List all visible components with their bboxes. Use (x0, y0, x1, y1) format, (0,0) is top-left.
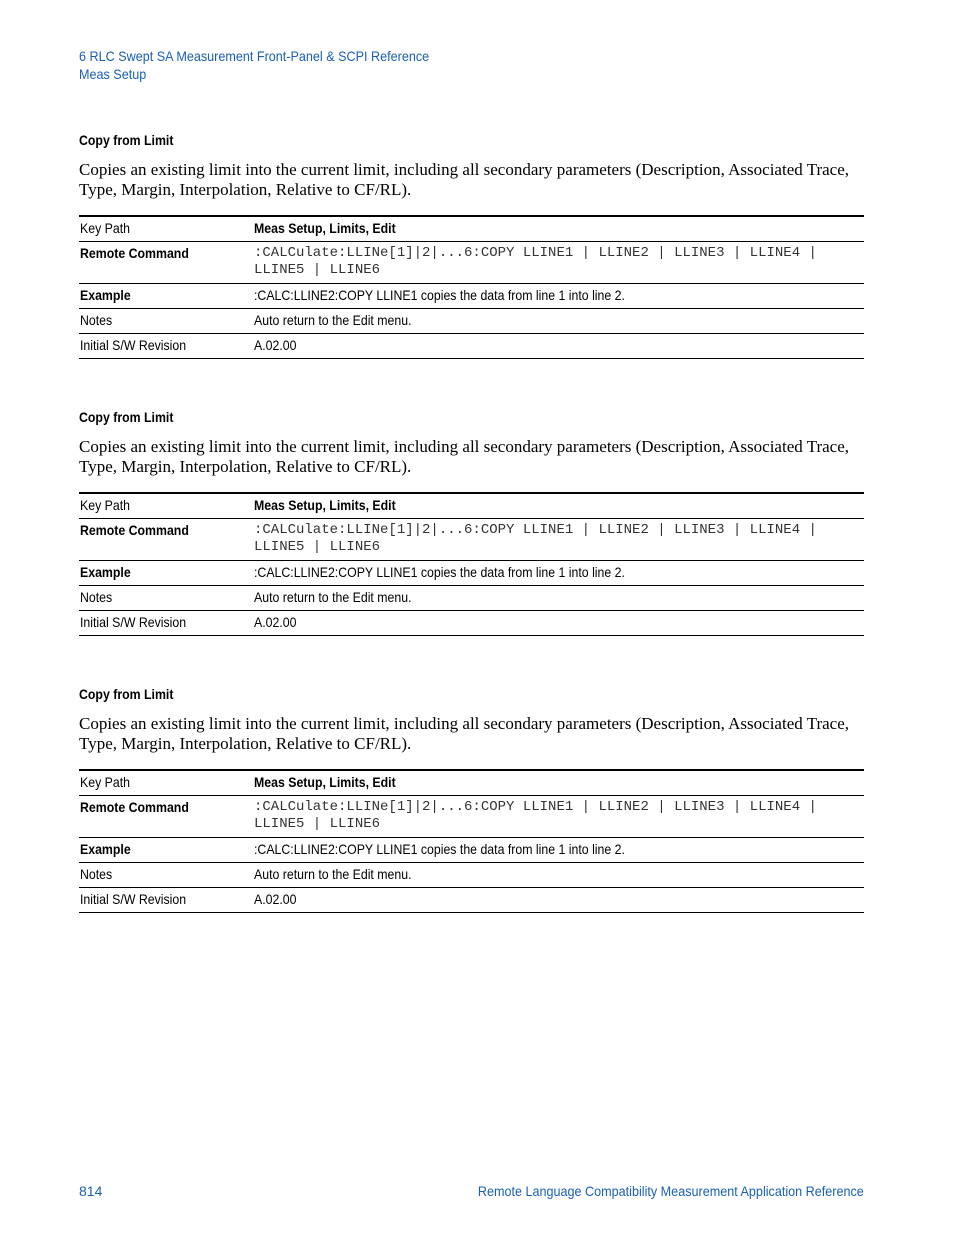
table-row (79, 519, 864, 561)
row-label: Example (80, 564, 131, 580)
table-row (79, 216, 864, 242)
table-row (79, 770, 864, 796)
section-title: Copy from Limit (79, 686, 174, 702)
notes-value: Auto return to the Edit menu. (254, 866, 412, 882)
remote-command-value: :CALCulate:LLINe[1]|2|...6:COPY LLINE1 | LLINE2 | LLINE3 | LLINE4 | LLINE5 | LLINE6 (254, 519, 864, 561)
example-value: :CALC:LLINE2:COPY LLINE1 copies the data from line 1 into line 2. (254, 287, 625, 303)
chapter-link[interactable]: 6 RLC Swept SA Measurement Front-Panel & SCPI Reference (79, 48, 430, 64)
key-path-value: Meas Setup, Limits, Edit (254, 220, 396, 236)
section-description: Copies an existing limit into the current limit, including all secondary parameters (Description, Associated Trace, Type, Margin, Interpolation, Relative to CF/RL). (79, 160, 850, 199)
row-label: Key Path (80, 220, 131, 236)
table-row (79, 561, 864, 586)
key-path-value: Meas Setup, Limits, Edit (254, 497, 396, 513)
copy-from-limit-section-1 (79, 132, 864, 359)
row-label: Key Path (80, 497, 131, 513)
table-row (79, 334, 864, 359)
remote-command-value: :CALCulate:LLINe[1]|2|...6:COPY LLINE1 | LLINE2 | LLINE3 | LLINE4 | LLINE5 | LLINE6 (254, 796, 864, 838)
table-row (79, 796, 864, 838)
example-value: :CALC:LLINE2:COPY LLINE1 copies the data from line 1 into line 2. (254, 841, 625, 857)
section-description: Copies an existing limit into the current limit, including all secondary parameters (Description, Associated Trace, Type, Margin, Interpolation, Relative to CF/RL). (79, 437, 850, 476)
notes-value: Auto return to the Edit menu. (254, 312, 412, 328)
row-label: Notes (80, 589, 113, 605)
section-description: Copies an existing limit into the current limit, including all secondary parameters (Description, Associated Trace, Type, Margin, Interpolation, Relative to CF/RL). (79, 714, 850, 753)
row-label: Example (80, 841, 131, 857)
row-label: Initial S/W Revision (80, 337, 187, 353)
row-label: Notes (80, 866, 113, 882)
document-title-link[interactable]: Remote Language Compatibility Measurement Application Reference (478, 1183, 864, 1199)
row-label: Remote Command (80, 522, 189, 538)
copy-from-limit-section-3 (79, 686, 864, 913)
row-label: Remote Command (80, 245, 189, 261)
page-number: 814 (79, 1183, 103, 1199)
table-row (79, 611, 864, 636)
table-row (79, 284, 864, 309)
example-value: :CALC:LLINE2:COPY LLINE1 copies the data from line 1 into line 2. (254, 564, 625, 580)
table-row (79, 242, 864, 284)
row-label: Initial S/W Revision (80, 891, 187, 907)
row-label: Remote Command (80, 799, 189, 815)
remote-command-value: :CALCulate:LLINe[1]|2|...6:COPY LLINE1 | LLINE2 | LLINE3 | LLINE4 | LLINE5 | LLINE6 (254, 242, 864, 284)
section-title: Copy from Limit (79, 409, 174, 425)
row-label: Key Path (80, 774, 131, 790)
row-label: Initial S/W Revision (80, 614, 187, 630)
table-row (79, 863, 864, 888)
reference-table (79, 769, 864, 913)
section-link[interactable]: Meas Setup (79, 66, 147, 82)
reference-table (79, 215, 864, 359)
reference-table (79, 492, 864, 636)
revision-value: A.02.00 (254, 337, 297, 353)
table-row (79, 838, 864, 863)
running-header (79, 47, 468, 83)
copy-from-limit-section-2 (79, 409, 864, 636)
key-path-value: Meas Setup, Limits, Edit (254, 774, 396, 790)
section-title: Copy from Limit (79, 132, 174, 148)
notes-value: Auto return to the Edit menu. (254, 589, 412, 605)
row-label: Example (80, 287, 131, 303)
row-label: Notes (80, 312, 113, 328)
table-row (79, 493, 864, 519)
table-row (79, 309, 864, 334)
revision-value: A.02.00 (254, 614, 297, 630)
table-row (79, 586, 864, 611)
revision-value: A.02.00 (254, 891, 297, 907)
table-row (79, 888, 864, 913)
